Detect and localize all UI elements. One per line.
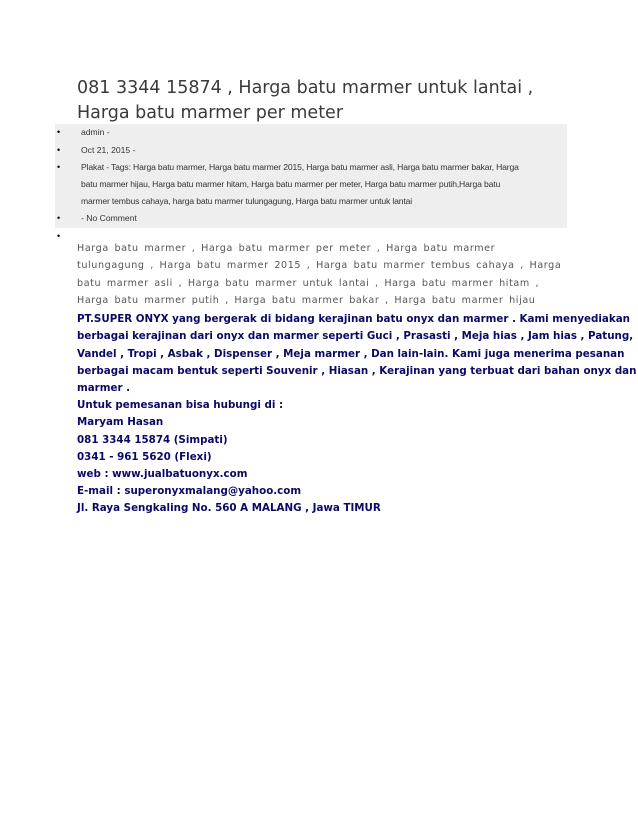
description-block: [77, 311, 637, 517]
contact-phone: 0341 - 961 5620 (Flexi): [77, 450, 212, 463]
contact-heading: Untuk pemesanan bisa hubungi di :: [77, 399, 284, 412]
bullet-icon: •: [57, 213, 61, 223]
comments-link[interactable]: - No Comment: [81, 213, 137, 223]
meta-comments: [55, 210, 567, 228]
post-meta-list: [55, 124, 567, 241]
bullet-icon: •: [57, 162, 61, 172]
date-text: Oct 21, 2015 -: [81, 144, 136, 155]
post-title: 081 3344 15874 , Harga batu marmer untuk lantai , Harga batu marmer per meter: [77, 78, 534, 123]
meta-author: [55, 124, 567, 142]
author-link[interactable]: admin -: [81, 127, 110, 137]
bullet-icon: •: [57, 230, 61, 241]
contact-web[interactable]: web : www.jualbatuonyx.com: [77, 468, 248, 481]
contact-email[interactable]: E-mail : superonyxmalang@yahoo.com: [77, 485, 302, 498]
post-content: [77, 240, 637, 518]
keywords-paragraph: Harga batu marmer , Harga batu marmer per meter , Harga batu marmer tulungagung , Harga batu marmer 2015 , Harga batu marmer tembus cahaya , Harga batu marmer asli , Harga batu marmer untuk lantai , Harga batu marmer hitam , Harga batu marmer putih , Harga batu marmer bakar , Harga batu marmer hijau: [77, 243, 562, 306]
bullet-icon: •: [57, 144, 61, 155]
description-line: berbagai macam bentuk seperti Souvenir , Hiasan , Kerajinan yang terbuat dari bahan onyx dan: [77, 364, 637, 377]
contact-name: Maryam Hasan: [77, 416, 164, 429]
meta-date: [55, 142, 567, 160]
tags-line[interactable]: Plakat - Tags: Harga batu marmer, Harga batu marmer 2015, Harga batu marmer asli, Harga batu marmer bakar, Harga: [81, 162, 519, 172]
bullet-icon: •: [57, 127, 61, 137]
contact-address: Jl. Raya Sengkaling No. 560 A MALANG , Jawa TIMUR: [77, 502, 381, 515]
tags-line[interactable]: batu marmer hijau, Harga batu marmer hitam, Harga batu marmer per meter, Harga batu marmer putih,Harga batu: [81, 179, 501, 189]
meta-tags: [55, 159, 567, 210]
description-line: PT.SUPER ONYX yang bergerak di bidang kerajinan batu onyx dan marmer . Kami menyediakan: [77, 313, 631, 326]
contact-phone: 081 3344 15874 (Simpati): [77, 433, 228, 446]
description-line: Vandel , Tropi , Asbak , Dispenser , Meja marmer , Dan lain-lain. Kami juga menerima pesanan: [77, 347, 625, 360]
description-line: marmer .: [77, 382, 131, 394]
tags-line[interactable]: marmer tembus cahaya, harga batu marmer tulungagung, Harga batu marmer untuk lantai: [81, 196, 412, 206]
description-line: berbagai kerajinan dari onyx dan marmer seperti Guci , Prasasti , Meja hias , Jam hias , Patung,: [77, 330, 634, 343]
